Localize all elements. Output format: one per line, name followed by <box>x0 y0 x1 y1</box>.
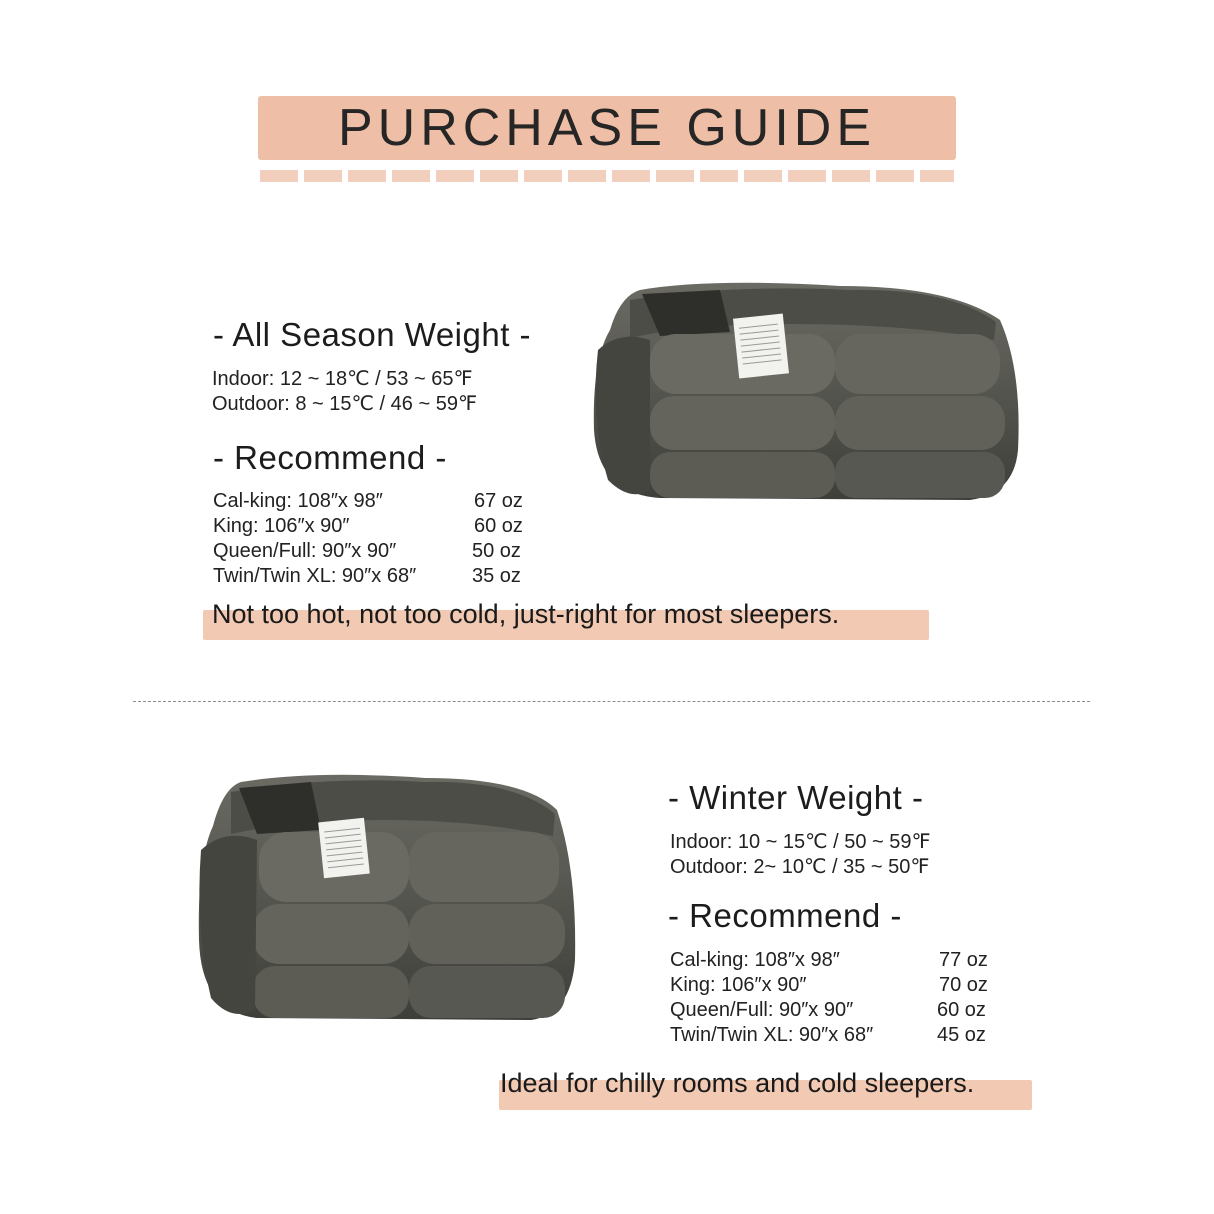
size-label: Twin/Twin XL: 90″x 68″ <box>670 1024 874 1046</box>
size-label: Queen/Full: 90″x 90″ <box>670 999 854 1021</box>
weight-value: 50 oz <box>472 540 521 562</box>
section-divider <box>133 701 1090 702</box>
winter-indoor: Indoor: 10 ~ 15℃ / 50 ~ 59℉ <box>670 831 931 853</box>
winter-heading: - Winter Weight - <box>668 779 924 816</box>
page-title: PURCHASE GUIDE <box>337 99 877 157</box>
weight-value: 67 oz <box>474 490 523 512</box>
size-label: Twin/Twin XL: 90″x 68″ <box>213 565 417 587</box>
all-season-outdoor: Outdoor: 8 ~ 15℃ / 46 ~ 59℉ <box>212 393 477 415</box>
folded-comforter-winter <box>195 770 580 1026</box>
title-brush-strokes <box>260 170 954 182</box>
weight-value: 77 oz <box>939 949 988 971</box>
all-season-indoor: Indoor: 12 ~ 18℃ / 53 ~ 65℉ <box>212 368 473 390</box>
winter-outdoor: Outdoor: 2~ 10℃ / 35 ~ 50℉ <box>670 856 930 878</box>
all-season-recommend-heading: - Recommend - <box>213 439 447 476</box>
folded-comforter-all-season <box>590 280 1024 506</box>
weight-value: 60 oz <box>937 999 986 1021</box>
weight-value: 45 oz <box>937 1024 986 1046</box>
size-label: King: 106″x 90″ <box>670 974 807 996</box>
winter-tagline: Ideal for chilly rooms and cold sleepers. <box>500 1068 975 1098</box>
size-label: King: 106″x 90″ <box>213 515 350 537</box>
weight-value: 70 oz <box>939 974 988 996</box>
size-label: Cal-king: 108″x 98″ <box>670 949 840 971</box>
winter-recommend-heading: - Recommend - <box>668 897 902 934</box>
all-season-heading: - All Season Weight - <box>213 316 532 353</box>
all-season-tagline: Not too hot, not too cold, just-right for most sleepers. <box>212 599 840 629</box>
size-label: Cal-king: 108″x 98″ <box>213 490 383 512</box>
size-label: Queen/Full: 90″x 90″ <box>213 540 397 562</box>
weight-value: 35 oz <box>472 565 521 587</box>
weight-value: 60 oz <box>474 515 523 537</box>
